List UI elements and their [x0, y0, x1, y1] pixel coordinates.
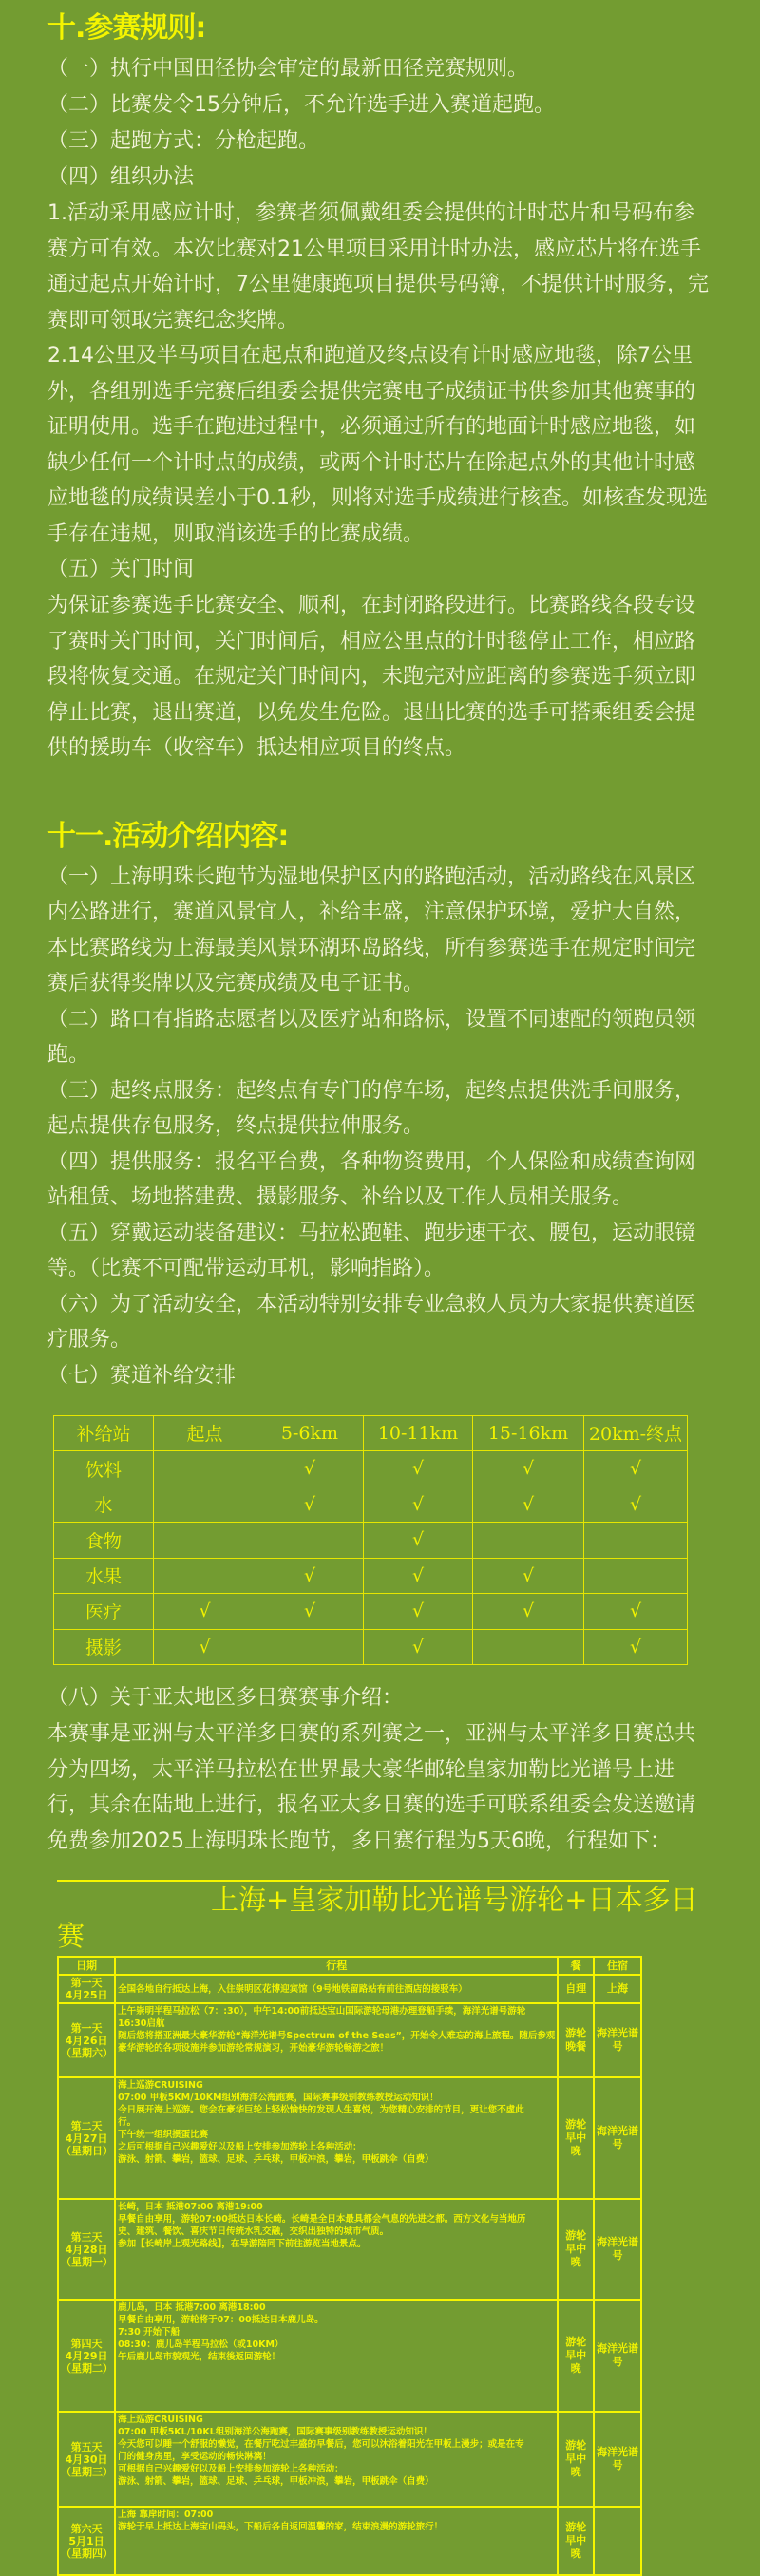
rule-item-4: （四）组织办法 — [48, 165, 195, 189]
itinerary-stay-cell: 海洋光谱号 — [594, 2077, 641, 2199]
supply-row — [54, 1558, 688, 1594]
itinerary-line: 全国各地自行抵达上海，入住崇明区花博迎宾馆（9号地铁留路站有前往酒店的接驳车） — [118, 1983, 467, 1995]
timing-paragraph-2: 2.14公里及半马项目在起点和跑道及终点设有计时感应地毯，除7公里外，各组别选手完赛后组委会提供完赛电子成绩证书供参加其他赛事的证明使用。选手在跑进过程中，必须通过所有的地面计时感应地毯，如缺少任何一个计时点的成绩，或两个计时芯片在除起点外的其他计时感应地毯的成绩误差小于0.1秒，则将对选手成绩进行核查。如核查发现选手存在违规，则取消该选手的比赛成绩。 — [48, 344, 708, 546]
itinerary-weekday: （星期三） — [61, 2465, 113, 2478]
itinerary-date: 4月28日 — [65, 2243, 108, 2256]
supply-item-label: 水 — [54, 1487, 154, 1523]
intro-item-1: （一）上海明珠长跑节为湿地保护区内的路跑活动，活动路线在风景区内公路进行，赛道风景宜人，补给丰盛，注意保护环境，爱护大自然，本比赛路线为上海最美风景环湖环岛路线，所有参赛选手在规定时间完赛后获得奖牌以及完赛成绩及电子证书。 — [48, 864, 696, 995]
itinerary-schedule-cell — [115, 2199, 558, 2300]
itinerary-row — [58, 2300, 641, 2412]
itinerary-weekday: （星期日） — [61, 2144, 113, 2157]
itinerary-line: 可根据自己兴趣爱好以及船上安排参加游轮上各种活动： — [118, 2464, 344, 2474]
intro-item-2: （二）路口有指路志愿者以及医疗站和路标，设置不同速配的领跑员领跑。 — [48, 1007, 696, 1067]
itinerary-stay-cell: 海洋光谱号 — [594, 2300, 641, 2412]
intro-item-8: （八）关于亚太地区多日赛赛事介绍： — [48, 1686, 404, 1710]
itinerary-date: 4月29日 — [65, 2349, 108, 2362]
itinerary-table-body — [58, 1957, 641, 2575]
supply-check-cell — [473, 1629, 584, 1665]
itinerary-stay-cell: 海洋光谱号 — [594, 2003, 641, 2077]
cutoff-paragraph: 为保证参赛选手比赛安全、顺利，在封闭路段进行。比赛路线各段专设了赛时关门时间，关门时间后，相应公里点的计时毯停止工作，相应路段将恢复交通。在规定关门时间内，未跑完对应距离的参赛选手须立即停止比赛，退出赛道，以免发生危险。退出比赛的选手可搭乘组委会提供的援助车（收容车）抵达相应项目的终点。 — [48, 594, 696, 760]
supply-check-cell: √ — [364, 1594, 473, 1630]
itinerary-date: 4月30日 — [65, 2453, 108, 2466]
itinerary-line: 今天您可以睡一个舒服的懒觉，在餐厅吃过丰盛的早餐后，您可以沐浴着阳光在甲板上漫步；或是在专 — [118, 2439, 524, 2450]
itinerary-line: 长崎，日本 抵港07:00 离港19:00 — [118, 2202, 263, 2212]
supply-item-label: 饮料 — [54, 1451, 154, 1487]
supply-check-cell — [256, 1629, 364, 1665]
itinerary-line: 海上巡游CRUISING — [118, 2415, 203, 2425]
itinerary-title: 上海+皇家加勒比光谱号游轮+日本多日赛 — [57, 1884, 698, 1952]
itinerary-day-cell — [58, 2507, 115, 2575]
supply-check-cell: √ — [364, 1487, 473, 1523]
header-cell: 20km-终点 — [584, 1415, 688, 1451]
supply-check-cell: √ — [473, 1558, 584, 1594]
itinerary-day-cell — [58, 2077, 115, 2199]
itinerary-line: 门的健身房里，享受运动的畅快淋漓！ — [118, 2452, 272, 2462]
timing-paragraph-1: 1.活动采用感应计时，参赛者须佩戴组委会提供的计时芯片和号码布参赛方可有效。本次比赛对21公里项目采用计时办法，感应芯片将在选手通过起点开始计时，7公里健康跑项目提供号码簿，不提供计时服务，完赛即可领取完赛纪念奖牌。 — [48, 201, 709, 332]
intro-item-4: （四）提供服务：报名平台费，各种物资费用，个人保险和成绩查询网站租赁、场地搭建费、摄影服务、补给以及工作人员相关服务。 — [48, 1149, 696, 1209]
itinerary-day-cell — [58, 1975, 115, 2003]
itinerary-line: 参加【长崎岸上观光路线】，在导游陪同下前往游览当地景点。 — [118, 2239, 367, 2249]
itinerary-date: 5月1日 — [68, 2534, 104, 2548]
itinerary-line: 上午崇明半程马拉松（7：:30），中午14:00前抵达宝山国际游轮母港办理登船手续，海洋光谱号游轮 — [118, 2006, 526, 2017]
supply-table-header — [54, 1415, 688, 1451]
itinerary-weekday: （星期六） — [61, 2046, 113, 2059]
itinerary-schedule-cell — [115, 2507, 558, 2575]
intro-item-6: （六）为了活动安全，本活动特别安排专业急救人员为大家提供赛道医疗服务。 — [48, 1292, 696, 1352]
supply-check-cell — [154, 1558, 256, 1594]
itinerary-schedule-cell — [115, 2412, 558, 2507]
itinerary-row — [58, 1975, 641, 2003]
itinerary-meal-cell: 游轮早中晚 — [558, 2300, 594, 2412]
itinerary-line: 午后鹿儿岛市貌观光，结束後返回游轮！ — [118, 2352, 281, 2362]
supply-check-cell — [154, 1487, 256, 1523]
header-cell: 10-11km — [364, 1415, 473, 1451]
rule-item-1: （一）执行中国田径协会审定的最新田径竞赛规则。 — [48, 57, 529, 81]
itinerary-line: 行。 — [118, 2117, 137, 2128]
supply-item-label: 水果 — [54, 1558, 154, 1594]
itinerary-line: 今日展开海上巡游。您会在豪华巨轮上轻松愉快的发现人生喜悦，为您精心安排的节目，更让您不虚此 — [118, 2105, 524, 2115]
supply-row — [54, 1629, 688, 1665]
itinerary-day: 第三天 — [70, 2230, 103, 2244]
itinerary-day-cell — [58, 2003, 115, 2077]
itinerary-line: 史、建筑、餐饮、喜庆节日传统水乳交融，交织出独特的城市气质。 — [118, 2226, 390, 2237]
rule-item-3: （三）起跑方式：分枪起跑。 — [48, 129, 320, 153]
supply-check-cell: √ — [584, 1629, 688, 1665]
section-11-title: 十一.活动介绍内容: — [48, 819, 289, 853]
itinerary-line: 07:00 甲板5KM/10KM组别海洋公海跑赛，国际赛事级别教练教授运动知识！ — [118, 2093, 439, 2103]
itinerary-date: 4月26日 — [65, 2034, 108, 2047]
itinerary-day-cell — [58, 2199, 115, 2300]
itinerary-weekday: （星期四） — [61, 2547, 113, 2560]
rule-item-2: （二）比赛发令15分钟后，不允许选手进入赛道起跑。 — [48, 93, 555, 117]
intro-item-5: （五）穿戴运动装备建议：马拉松跑鞋、跑步速干衣、腰包，运动眼镜等。（比赛不可配带运动耳机，影响指路）。 — [48, 1221, 696, 1280]
itinerary-header-row — [58, 1957, 641, 1975]
supply-check-cell: √ — [256, 1558, 364, 1594]
supply-item-label: 医疗 — [54, 1594, 154, 1630]
itinerary-day-cell — [58, 2300, 115, 2412]
itinerary-stay-cell: 上海 — [594, 1975, 641, 2003]
supply-check-cell: √ — [584, 1451, 688, 1487]
itinerary-stay-cell — [594, 2507, 641, 2575]
itinerary-day-cell — [58, 2412, 115, 2507]
supply-check-cell: √ — [473, 1487, 584, 1523]
supply-check-cell — [154, 1451, 256, 1487]
itinerary-stay-cell: 海洋光谱号 — [594, 2199, 641, 2300]
supply-check-cell: √ — [584, 1594, 688, 1630]
itinerary-line: 游泳、射箭、攀岩，篮球、足球、乒乓球，甲板冲浪，攀岩，甲板跳伞（自费） — [118, 2154, 434, 2165]
supply-check-cell: √ — [364, 1558, 473, 1594]
supply-check-cell: √ — [364, 1523, 473, 1559]
itinerary-line: 16:30启航 — [118, 2018, 165, 2029]
multiday-paragraph: 本赛事是亚洲与太平洋多日赛的系列赛之一，亚洲与太平洋多日赛总共分为四场，太平洋马拉松在世界最大豪华邮轮皇家加勒比光谱号上进行，其余在陆地上进行，报名亚太多日赛的选手可联系组委会发送邀请免费参加2025上海明珠长跑节，多日赛行程为5天6晚，行程如下： — [48, 1722, 696, 1853]
header-schedule: 行程 — [115, 1957, 558, 1975]
supply-row — [54, 1523, 688, 1559]
header-cell: 补给站 — [54, 1415, 154, 1451]
supply-check-cell: √ — [364, 1451, 473, 1487]
itinerary-day: 第一天 — [70, 1977, 103, 1989]
supply-check-cell: √ — [473, 1594, 584, 1630]
spacer — [48, 767, 712, 814]
itinerary-schedule-cell — [115, 2300, 558, 2412]
itinerary-line: 早餐自由享用，游轮将于07：00抵达日本鹿儿岛。 — [118, 2315, 324, 2325]
rule-item-5: （五）关门时间 — [48, 558, 195, 581]
itinerary-schedule-cell — [115, 1975, 558, 2003]
itinerary-line: 游轮于早上抵达上海宝山码头，下船后各自返回温馨的家，结束浪漫的游轮旅行！ — [118, 2522, 444, 2532]
supply-check-cell — [473, 1523, 584, 1559]
itinerary-line: 下午统一组织掼蛋比赛 — [118, 2130, 209, 2140]
itinerary-line: 7:30 开始下船 — [118, 2327, 180, 2338]
itinerary-date: 4月27日 — [65, 2131, 108, 2145]
header-cell: 5-6km — [256, 1415, 364, 1451]
supply-item-label: 摄影 — [54, 1629, 154, 1665]
itinerary-meal-cell: 游轮早中晚 — [558, 2507, 594, 2575]
supply-row — [54, 1594, 688, 1630]
itinerary-line: 豪华游轮的各项设施并参加游轮常规演习，开始豪华游轮畅游之旅！ — [118, 2043, 390, 2054]
itinerary-line: 之后可根据自己兴趣爱好以及船上安排参加游轮上各种活动： — [118, 2142, 362, 2152]
itinerary-line: 08:30：鹿儿岛半程马拉松（或10KM） — [118, 2339, 284, 2350]
itinerary-line: 随后您将搭亚洲最大豪华游轮“海洋光谱号Spectrum of the Seas”，开始令人难忘的海上旅程。随后参观 — [118, 2031, 556, 2041]
itinerary-schedule-cell — [115, 2077, 558, 2199]
supply-check-cell: √ — [154, 1629, 256, 1665]
supply-check-cell: √ — [584, 1487, 688, 1523]
itinerary-day: 第五天 — [70, 2440, 103, 2453]
itinerary-meal-cell: 游轮早中晚 — [558, 2199, 594, 2300]
supply-check-cell — [584, 1523, 688, 1559]
supply-check-cell — [154, 1523, 256, 1559]
supply-check-cell: √ — [154, 1594, 256, 1630]
itinerary-meal-cell: 游轮晚餐 — [558, 2003, 594, 2077]
itinerary-schedule-cell — [115, 2003, 558, 2077]
header-meal: 餐 — [558, 1957, 594, 1975]
itinerary-row — [58, 2077, 641, 2199]
itinerary-table — [57, 1956, 642, 2576]
header-date: 日期 — [58, 1957, 115, 1975]
itinerary-day: 第一天 — [70, 2021, 103, 2035]
supply-item-label: 食物 — [54, 1523, 154, 1559]
itinerary-weekday: （星期一） — [61, 2255, 113, 2268]
itinerary-stay-cell: 海洋光谱号 — [594, 2412, 641, 2507]
itinerary-weekday: （星期二） — [61, 2361, 113, 2375]
itinerary-line: 07:00 甲板5KL/10KL组别海洋公海跑赛，国际赛事级别教练教授运动知识！ — [118, 2427, 432, 2437]
itinerary-meal-cell: 游轮早中晚 — [558, 2412, 594, 2507]
supply-check-cell: √ — [256, 1594, 364, 1630]
supply-table-body — [54, 1451, 688, 1665]
header-stay: 住宿 — [594, 1957, 641, 1975]
supply-row — [54, 1451, 688, 1487]
itinerary-meal-cell: 自理 — [558, 1975, 594, 2003]
itinerary-line: 海上巡游CRUISING — [118, 2080, 203, 2091]
supply-check-cell — [584, 1558, 688, 1594]
supply-check-cell: √ — [364, 1629, 473, 1665]
document — [48, 0, 712, 2576]
itinerary-row — [58, 2507, 641, 2575]
header-cell: 起点 — [154, 1415, 256, 1451]
itinerary-row — [58, 2003, 641, 2077]
supply-check-cell: √ — [473, 1451, 584, 1487]
itinerary-row — [58, 2412, 641, 2507]
itinerary-date: 4月25日 — [65, 1989, 108, 2001]
itinerary-line: 上海 靠岸时间：07:00 — [118, 2510, 214, 2520]
itinerary-line: 早餐自由享用，游轮07:00抵达日本长崎。长崎是全日本最具都会气息的先进之都。西方文化与当地历 — [118, 2214, 526, 2225]
supply-check-cell: √ — [256, 1487, 364, 1523]
intro-item-7: （七）赛道补给安排 — [48, 1363, 237, 1388]
section-10-title: 十.参赛规则: — [48, 11, 206, 45]
intro-item-3: （三）起终点服务：起终点有专门的停车场，起终点提供洗手间服务，起点提供存包服务，终点提供拉伸服务。 — [48, 1078, 696, 1138]
supply-row — [54, 1487, 688, 1523]
itinerary-line: 鹿儿岛，日本 抵港7:00 离港18:00 — [118, 2302, 266, 2313]
itinerary-row — [58, 2199, 641, 2300]
itinerary-day: 第六天 — [70, 2522, 103, 2535]
supply-table — [53, 1415, 688, 1666]
itinerary-day: 第四天 — [70, 2337, 103, 2350]
supply-check-cell: √ — [256, 1451, 364, 1487]
itinerary-day: 第二天 — [70, 2119, 103, 2132]
itinerary-meal-cell: 游轮早中晚 — [558, 2077, 594, 2199]
itinerary-line: 游泳、射箭、攀岩，篮球、足球、乒乓球，甲板冲浪，攀岩，甲板跳伞（自费） — [118, 2476, 434, 2487]
header-cell: 15-16km — [473, 1415, 584, 1451]
supply-check-cell — [256, 1523, 364, 1559]
